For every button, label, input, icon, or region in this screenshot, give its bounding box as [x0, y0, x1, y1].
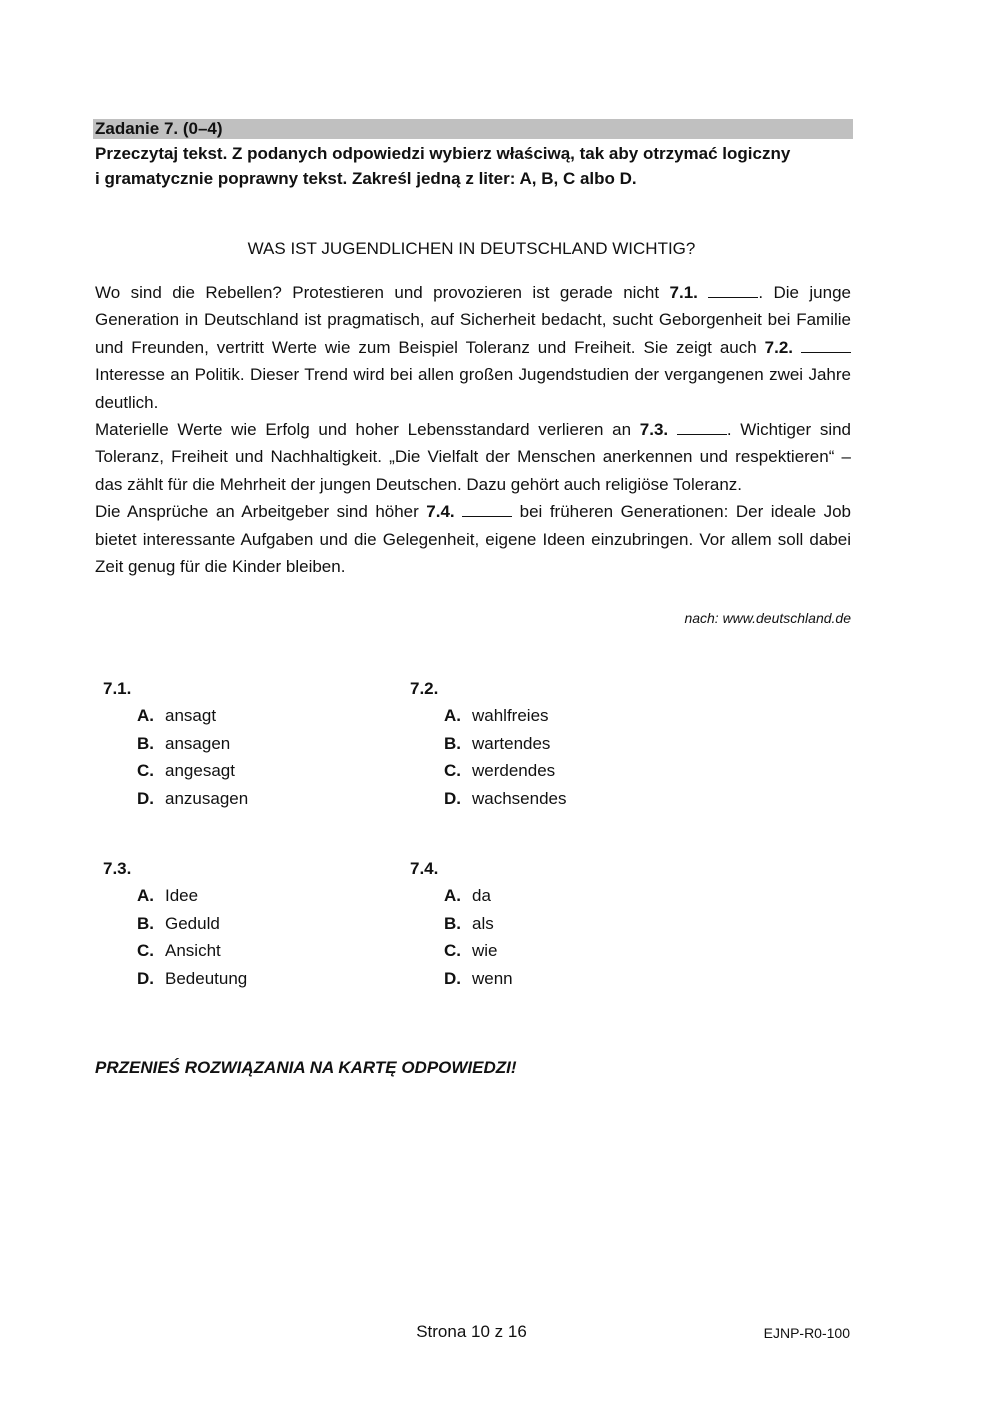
question-number: 7.3.	[103, 859, 132, 878]
text-segment: . Die junge Generation in Deutschland ist pragmatisch, auf Sicherheit bedacht, sucht Geborgenheit bei Familie und Freunden, vertritt Werte wie zum Beispiel Toleranz und Freiheit. Sie zeigt auch	[95, 283, 851, 357]
option-a[interactable]	[103, 882, 247, 909]
option-letter: D.	[137, 788, 154, 808]
option-text: da	[472, 886, 491, 906]
option-text: anzusagen	[165, 788, 249, 808]
option-text: werdendes	[472, 761, 556, 781]
gap-blank-7-3	[677, 420, 727, 435]
option-a[interactable]	[410, 702, 567, 729]
text-segment: Materielle Werte wie Erfolg und hoher Lebensstandard verlieren an	[95, 420, 640, 440]
option-text: wie	[472, 941, 498, 961]
option-letter: B.	[444, 913, 461, 933]
option-c[interactable]	[410, 757, 567, 784]
question-number: 7.4.	[410, 859, 439, 878]
text-segment: Die Ansprüche an Arbeitgeber sind höher	[95, 502, 427, 522]
gap-blank-7-2	[801, 338, 851, 353]
text-segment: Wo sind die Rebellen? Protestieren und provozieren ist gerade nicht	[95, 283, 670, 302]
option-text: Geduld	[165, 913, 220, 933]
option-text: angesagt	[165, 761, 235, 781]
instruction-line-2: i gramatycznie poprawny tekst. Zakreśl jedną z liter: A, B, C albo D.	[95, 169, 637, 188]
question-7-4	[410, 855, 513, 992]
option-d[interactable]	[103, 785, 248, 812]
option-letter: C.	[137, 761, 154, 781]
option-c[interactable]	[410, 937, 513, 964]
option-d[interactable]	[103, 965, 247, 992]
option-letter: B.	[444, 733, 461, 753]
paragraph-3	[95, 498, 851, 580]
paragraph-2	[95, 416, 851, 498]
option-letter: D.	[444, 788, 461, 808]
option-text: Idee	[165, 886, 199, 906]
transfer-answers-note: PRZENIEŚ ROZWIĄZANIA NA KARTĘ ODPOWIEDZI!	[95, 1058, 517, 1077]
gap-blank-7-1	[708, 283, 758, 298]
question-number: 7.2.	[410, 679, 439, 698]
option-text: wartendes	[472, 733, 551, 753]
text-title: WAS IST JUGENDLICHEN IN DEUTSCHLAND WICHTIG?	[247, 239, 696, 258]
option-b[interactable]	[103, 910, 247, 937]
option-letter: B.	[137, 913, 154, 933]
reading-text	[95, 279, 851, 580]
option-b[interactable]	[103, 730, 248, 757]
option-text: als	[472, 913, 494, 933]
gap-blank-7-4	[462, 502, 512, 517]
option-text: wahlfreies	[472, 706, 549, 726]
gap-label-7-1: 7.1.	[669, 283, 698, 302]
instruction-line-1: Przeczytaj tekst. Z podanych odpowiedzi wybierz właściwą, tak aby otrzymać logiczny	[95, 144, 791, 163]
option-d[interactable]	[410, 785, 567, 812]
text-segment: Interesse an Politik. Dieser Trend wird bei allen großen Jugendstudien der vergangenen zwei Jahre deutlich.	[95, 365, 851, 412]
option-text: Bedeutung	[165, 968, 248, 988]
exam-code: EJNP-R0-100	[763, 1325, 850, 1341]
option-letter: D.	[444, 968, 461, 988]
text-segment: bei früheren Generationen: Der ideale Job bietet interessante Aufgaben und die Gelegenheit, eigene Ideen einzubringen. Vor allem soll dabei Zeit genug für die Kinder bleiben.	[95, 502, 851, 577]
option-letter: A.	[137, 706, 154, 726]
gap-label-7-2: 7.2.	[764, 337, 794, 357]
page-number: Strona 10 z 16	[416, 1322, 527, 1341]
source-citation: nach: www.deutschland.de	[684, 610, 851, 626]
option-letter: B.	[137, 733, 154, 753]
task-instruction	[95, 141, 855, 191]
option-b[interactable]	[410, 730, 567, 757]
option-letter: A.	[444, 706, 461, 726]
option-d[interactable]	[410, 965, 513, 992]
task-title: Zadanie 7. (0–4)	[95, 119, 223, 138]
option-text: wenn	[472, 968, 513, 988]
question-7-1	[103, 675, 248, 812]
gap-label-7-4: 7.4.	[426, 502, 455, 522]
option-a[interactable]	[410, 882, 513, 909]
option-b[interactable]	[410, 910, 513, 937]
option-letter: D.	[137, 968, 154, 988]
option-text: wachsendes	[472, 788, 567, 808]
option-a[interactable]	[103, 702, 248, 729]
paragraph-1	[95, 279, 851, 416]
option-text: Ansicht	[165, 941, 221, 961]
question-number: 7.1.	[103, 679, 132, 698]
gap-label-7-3: 7.3.	[639, 420, 669, 440]
option-letter: A.	[137, 886, 154, 906]
task-header	[93, 119, 853, 139]
question-7-2	[410, 675, 567, 812]
option-letter: C.	[444, 761, 461, 781]
option-letter: C.	[444, 941, 461, 961]
option-text: ansagen	[165, 733, 231, 753]
question-7-3	[103, 855, 247, 992]
text-segment: . Wichtiger sind Toleranz, Freiheit und Nachhaltigkeit. „Die Vielfalt der Menschen anerkennen und respektieren“ – das zählt für die Mehrheit der jungen Deutschen. Dazu gehört auch religiöse Toleranz.	[95, 420, 852, 494]
option-c[interactable]	[103, 937, 247, 964]
option-letter: C.	[137, 941, 154, 961]
option-c[interactable]	[103, 757, 248, 784]
option-letter: A.	[444, 886, 461, 906]
option-text: ansagt	[165, 706, 217, 726]
